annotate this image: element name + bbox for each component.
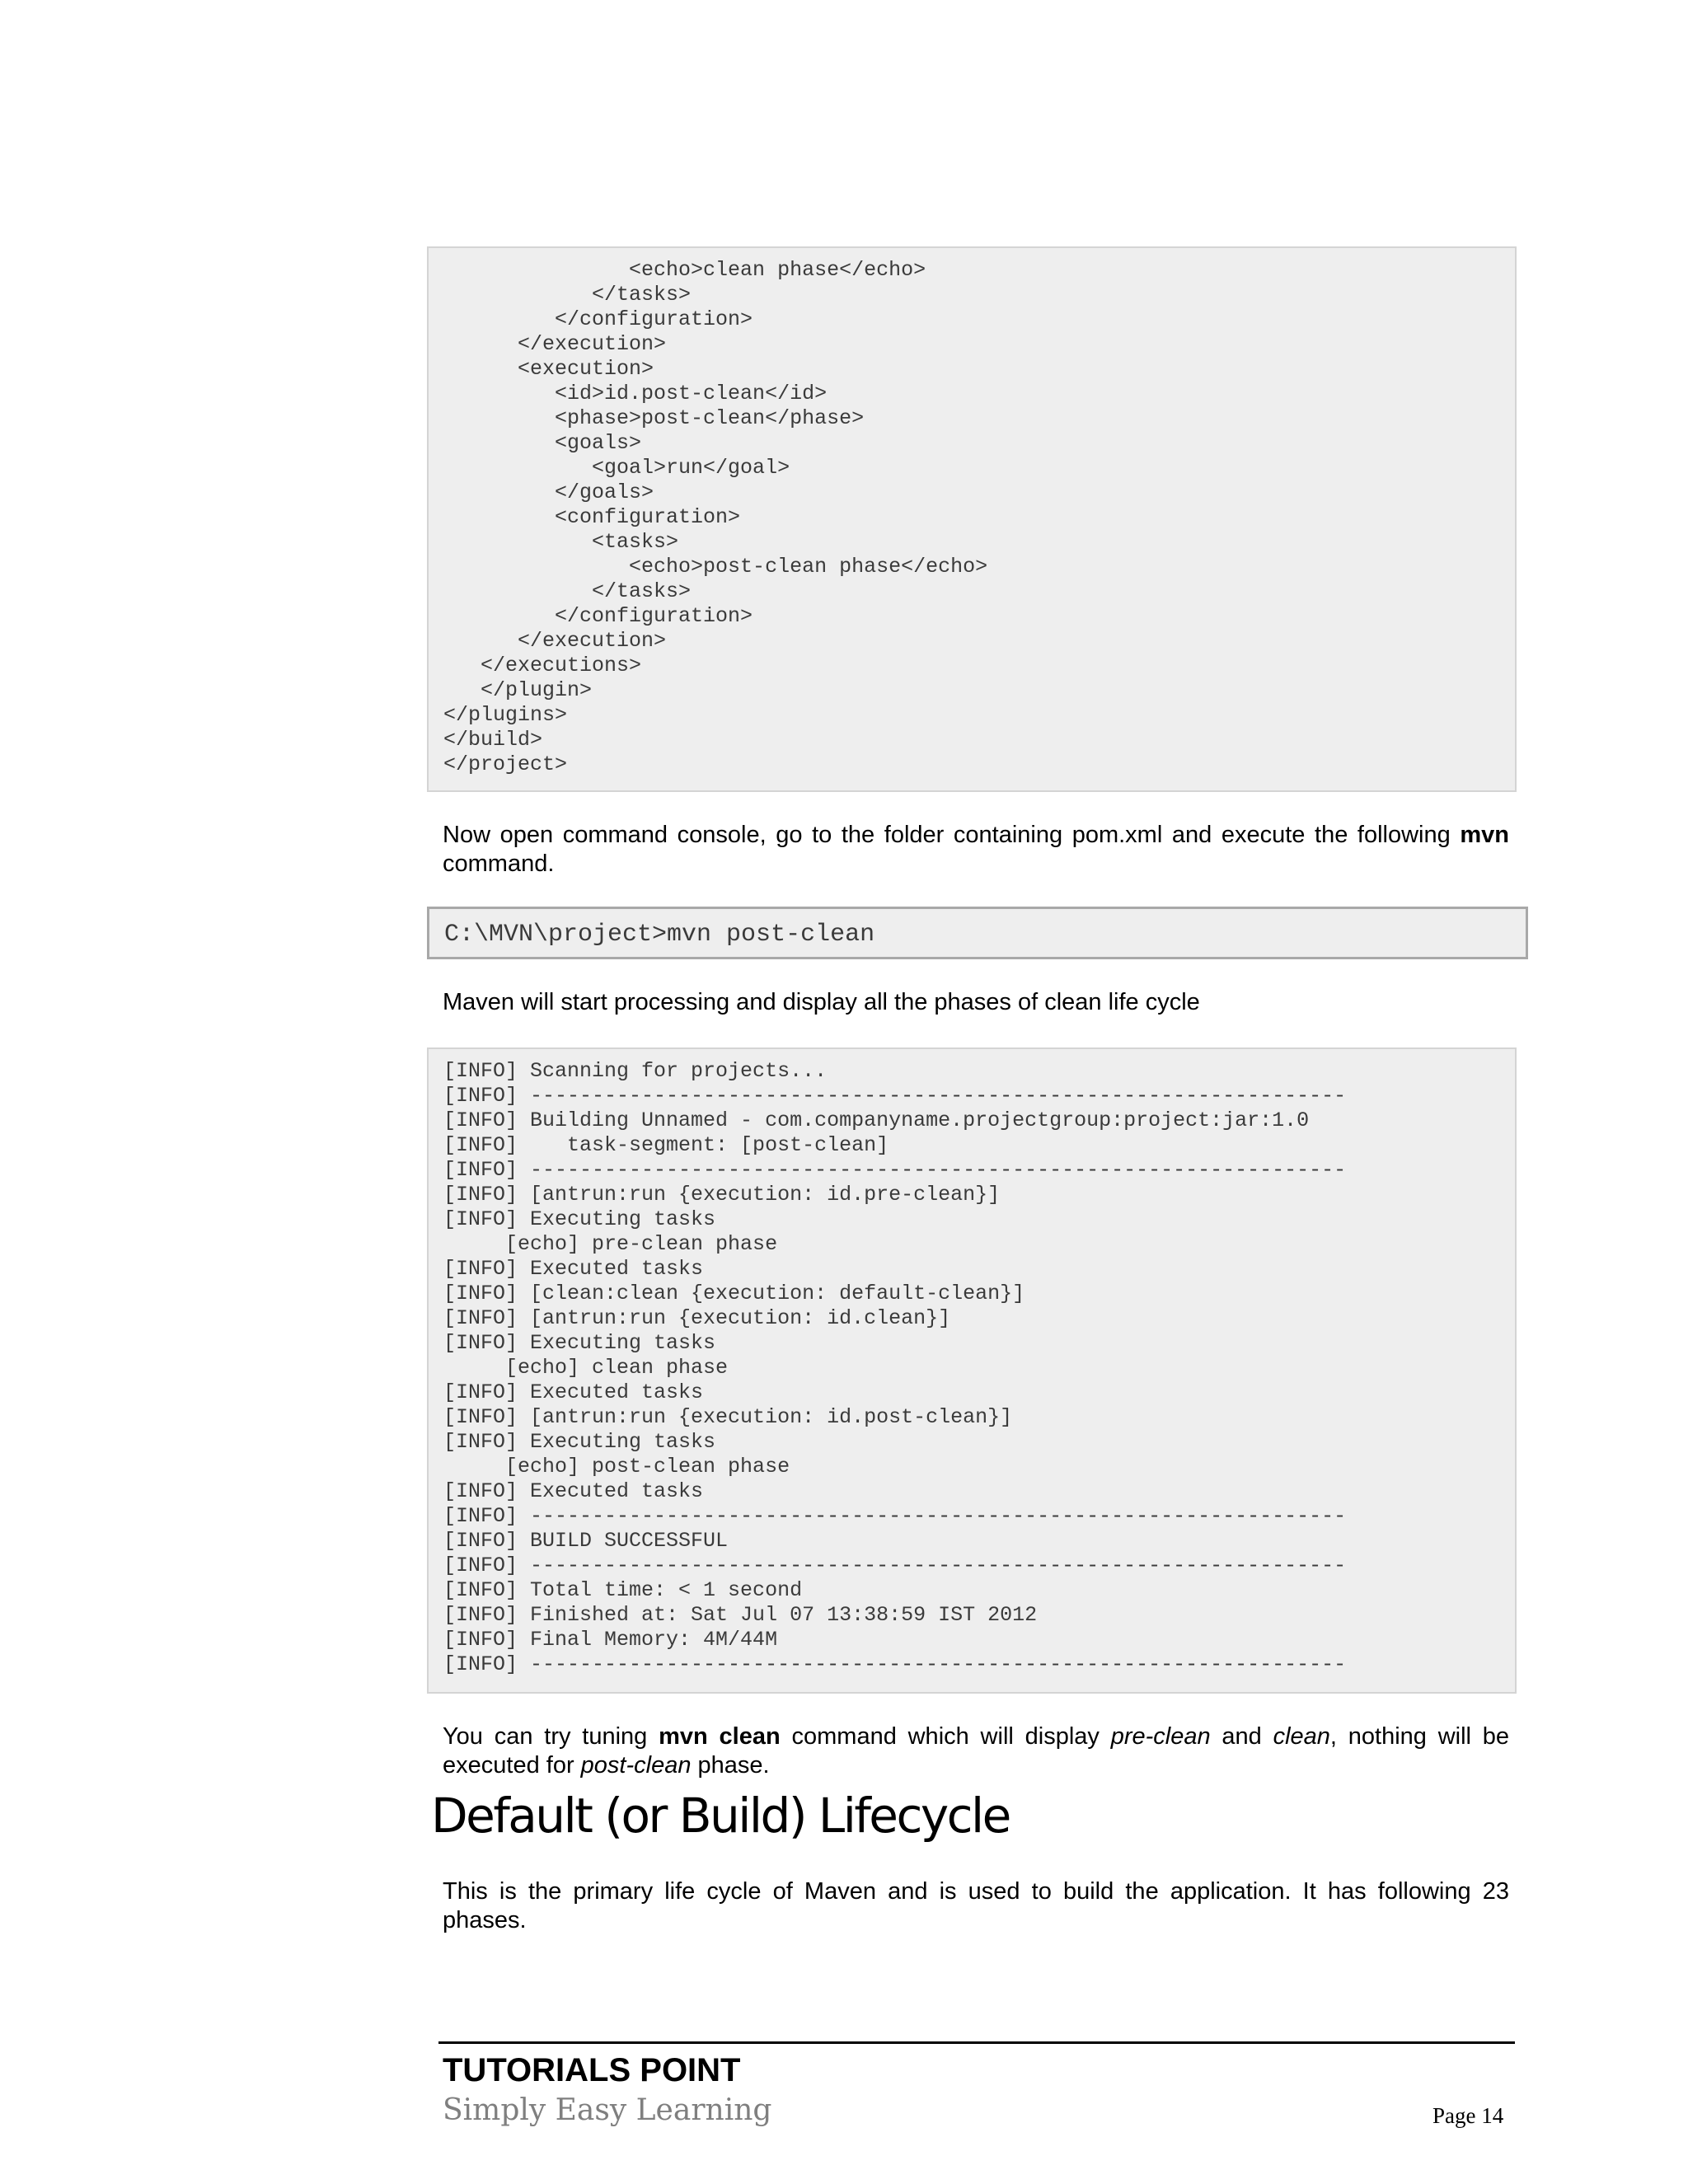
- paragraph-text: , nothing will be executed for: [443, 1723, 1510, 1779]
- xml-code-text: <echo>clean phase</echo> </tasks> </configuration> </execution> <execution> <id>id.post-clean</id> <phase>post-clean</phase> <goals> <goal>run</goal> </goals> <configuration> <tasks> <echo>post-clean phase</echo> </tasks> </configuration> </execution> </executions> </plugin> </plugins> </build> </project>: [443, 258, 988, 776]
- paragraph-text: Now open command console, go to the folder containing pom.xml and execute the following: [443, 822, 1461, 848]
- clean-term: clean: [1273, 1723, 1330, 1750]
- paragraph-text: You can try tuning: [443, 1723, 659, 1750]
- paragraph-maven-start: Maven will start processing and display all the phases of clean life cycle: [443, 989, 1200, 1015]
- mvn-keyword: mvn: [1460, 822, 1509, 848]
- paragraph-try-clean: [443, 1722, 1509, 1780]
- mvn-clean-keyword: mvn clean: [659, 1723, 781, 1750]
- paragraph-text: command which will display: [780, 1723, 1111, 1750]
- paragraph-open-console: [443, 821, 1509, 879]
- paragraph-text: and: [1210, 1723, 1273, 1750]
- section-heading: Default (or Build) Lifecycle: [431, 1788, 1010, 1844]
- console-output-text: [INFO] Scanning for projects... [INFO] ------------------------------------------------------------------ [INFO] Building Unnamed - com.companyname.projectgroup:project:jar:1.0 [INFO] task-segment: [post-clean] [INFO] ------------------------------------------------------------------ [INFO] [antrun:run {execution: id.pre-clean}] [INFO] Executing tasks [echo] pre-clean phase [INFO] Executed tasks [INFO] [clean:clean {execution: default-clean}] [INFO] [antrun:run {execution: id.clean}] [INFO] Executing tasks [echo] clean phase [INFO] Executed tasks [INFO] [antrun:run {execution: id.post-clean}] [INFO] Executing tasks [echo] post-clean phase [INFO] Executed tasks [INFO] ------------------------------------------------------------------ [INFO] BUILD SUCCESSFUL [INFO] ------------------------------------------------------------------ [INFO] Total time: < 1 second [INFO] Finished at: Sat Jul 07 13:38:59 IST 2012 [INFO] Final Memory: 4M/44M [INFO] ------------------------------------------------------------------: [443, 1059, 1347, 1676]
- command-box: C:\MVN\project>mvn post-clean: [427, 907, 1528, 959]
- post-clean-term: post-clean: [580, 1752, 692, 1779]
- pre-clean-term: pre-clean: [1110, 1723, 1211, 1750]
- page-number: Page 14: [1432, 2103, 1504, 2128]
- footer-divider: [438, 2041, 1515, 2044]
- console-output-block: [427, 1047, 1517, 1694]
- xml-code-block: [427, 246, 1517, 792]
- footer-brand: TUTORIALS POINT: [443, 2052, 741, 2088]
- paragraph-text: command.: [443, 851, 555, 877]
- footer-tagline: Simply Easy Learning: [443, 2093, 772, 2127]
- paragraph-default-lifecycle: This is the primary life cycle of Maven and is used to build the application. It has following 23 phases.: [443, 1878, 1509, 1933]
- paragraph-text: phase.: [691, 1752, 770, 1779]
